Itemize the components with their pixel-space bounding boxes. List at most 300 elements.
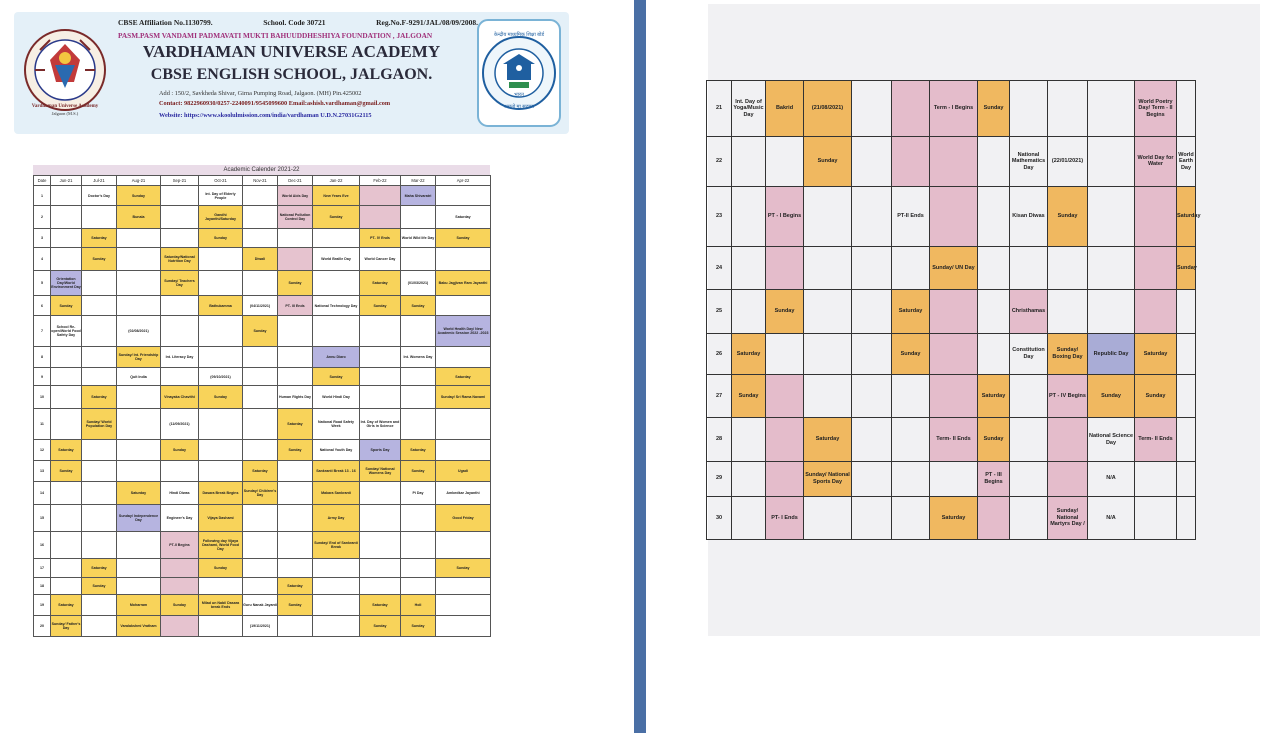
event-cell	[117, 248, 161, 271]
event-cell	[360, 505, 401, 532]
calendar-row	[34, 296, 491, 316]
date-cell: 19	[34, 595, 51, 616]
event-cell: Int. Day of Women and Girls in Science	[360, 409, 401, 440]
date-cell: 28	[707, 418, 732, 461]
event-cell	[82, 482, 117, 505]
event-cell: Sunday/ Children's Day	[243, 482, 278, 505]
event-cell	[278, 461, 313, 482]
date-cell: 17	[34, 559, 51, 578]
event-cell	[199, 616, 243, 637]
event-cell: Sunday/ Boxing Day	[1048, 333, 1088, 374]
event-cell	[978, 137, 1010, 187]
event-cell	[278, 347, 313, 368]
event-cell	[852, 81, 892, 137]
event-cell	[313, 595, 360, 616]
event-cell: Christhamas	[1010, 290, 1048, 333]
event-cell	[313, 616, 360, 637]
date-cell: 8	[34, 347, 51, 368]
event-cell	[436, 532, 491, 559]
event-cell: Maha Shivaratri	[401, 186, 436, 206]
event-cell	[732, 461, 766, 496]
event-cell	[243, 505, 278, 532]
event-cell	[51, 578, 82, 595]
event-cell: Sunday	[278, 271, 313, 296]
event-cell	[360, 386, 401, 409]
calendar-header-row	[34, 176, 491, 186]
calendar-row	[34, 186, 491, 206]
event-cell	[892, 496, 930, 539]
event-cell	[161, 616, 199, 637]
event-cell: World Hindi Day	[313, 386, 360, 409]
event-cell	[804, 247, 852, 290]
affiliation-number: CBSE Affiliation No.1130799.	[118, 18, 213, 27]
event-cell: Vijaya Dashami	[199, 505, 243, 532]
event-cell	[117, 532, 161, 559]
event-cell	[978, 247, 1010, 290]
calendar-row	[34, 368, 491, 386]
event-cell: (19/11/2021)	[243, 616, 278, 637]
continuation-row	[707, 137, 1196, 187]
event-cell	[199, 409, 243, 440]
event-cell: Sunday/ UN Day	[930, 247, 978, 290]
continuation-row	[707, 186, 1196, 246]
date-cell: 27	[707, 374, 732, 417]
event-cell	[82, 505, 117, 532]
event-cell	[1135, 186, 1177, 246]
event-cell	[51, 505, 82, 532]
event-cell	[360, 482, 401, 505]
event-cell	[401, 248, 436, 271]
event-cell	[199, 440, 243, 461]
event-cell	[1135, 247, 1177, 290]
event-cell	[436, 595, 491, 616]
event-cell	[51, 386, 82, 409]
event-cell: (02/08/2021)	[117, 316, 161, 347]
event-cell	[436, 409, 491, 440]
event-cell	[360, 186, 401, 206]
column-header-feb-22: Feb-22	[360, 176, 401, 186]
event-cell	[436, 578, 491, 595]
event-cell: Sunday	[978, 81, 1010, 137]
event-cell: Sunday	[51, 296, 82, 316]
continuation-row	[707, 81, 1196, 137]
calendar-row	[34, 595, 491, 616]
event-cell: Sunday	[199, 229, 243, 248]
event-cell	[161, 186, 199, 206]
event-cell	[978, 186, 1010, 246]
event-cell	[243, 386, 278, 409]
event-cell: Orientation Day/World Environment Day	[51, 271, 82, 296]
event-cell: Sunday	[436, 559, 491, 578]
event-cell	[732, 186, 766, 246]
event-cell: Bunala	[117, 206, 161, 229]
page-divider	[634, 0, 646, 733]
date-cell: 1	[34, 186, 51, 206]
event-cell: Saturday	[278, 409, 313, 440]
continuation-row	[707, 333, 1196, 374]
event-cell	[930, 186, 978, 246]
event-cell	[82, 461, 117, 482]
continuation-row	[707, 290, 1196, 333]
event-cell: Saturday	[51, 440, 82, 461]
event-cell: PT - III Begins	[978, 461, 1010, 496]
date-cell: 18	[34, 578, 51, 595]
event-cell: PT-II Begins	[161, 532, 199, 559]
event-cell: Sunday/ Int. Friendship Day	[117, 347, 161, 368]
event-cell	[51, 409, 82, 440]
event-cell	[852, 418, 892, 461]
event-cell	[1135, 461, 1177, 496]
event-cell: Diwali	[243, 248, 278, 271]
event-cell	[243, 409, 278, 440]
event-cell: Ambedkar Jayanthi	[436, 482, 491, 505]
event-cell	[1177, 81, 1196, 137]
school-letterhead	[14, 12, 569, 134]
calendar-row	[34, 482, 491, 505]
event-cell	[804, 374, 852, 417]
event-cell	[161, 368, 199, 386]
event-cell: Sunday	[82, 248, 117, 271]
event-cell: Annu Diaro	[313, 347, 360, 368]
event-cell	[1135, 290, 1177, 333]
event-cell	[82, 368, 117, 386]
event-cell: Bakrid	[766, 81, 804, 137]
event-cell	[804, 496, 852, 539]
event-cell: Doctor's Day	[82, 186, 117, 206]
event-cell	[852, 333, 892, 374]
event-cell	[360, 578, 401, 595]
event-cell	[243, 578, 278, 595]
event-cell: Sunday	[117, 186, 161, 206]
continuation-row	[707, 461, 1196, 496]
calendar-row	[34, 616, 491, 637]
foundation-name: PASM.PASM VANDAMI PADMAVATI MUKTI BAHUUDDHESHIYA FOUNDATION , JALGOAN	[118, 31, 433, 40]
event-cell	[199, 461, 243, 482]
event-cell: Sunday	[401, 296, 436, 316]
date-cell: 2	[34, 206, 51, 229]
event-cell	[766, 418, 804, 461]
cbse-logo-motto: असतो मा सद्गमय	[503, 104, 535, 110]
academic-calendar	[33, 165, 490, 688]
event-cell	[401, 206, 436, 229]
event-cell	[199, 578, 243, 595]
event-cell: Saturday	[1177, 186, 1196, 246]
school-contact: Contact: 9822960930/0257-2240091/9545099600 Email:ashish.vardhaman@gmail.com	[159, 100, 391, 107]
event-cell: Sunday/ Father's Day	[51, 616, 82, 637]
event-cell: Saturday	[278, 578, 313, 595]
registration-number: Reg.No.F-9291/JAL/08/09/2008.	[376, 18, 478, 27]
event-cell	[243, 229, 278, 248]
event-cell: World Braille Day	[313, 248, 360, 271]
left-scan-page	[0, 0, 634, 733]
event-cell: Human Rights Day	[278, 386, 313, 409]
event-cell	[243, 186, 278, 206]
event-cell: (21/08/2021)	[804, 81, 852, 137]
date-cell: 12	[34, 440, 51, 461]
event-cell	[243, 368, 278, 386]
event-cell: Sunday	[892, 333, 930, 374]
event-cell	[82, 440, 117, 461]
event-cell	[401, 505, 436, 532]
date-cell: 4	[34, 248, 51, 271]
event-cell	[82, 206, 117, 229]
event-cell: World Wild life Day	[401, 229, 436, 248]
event-cell	[436, 347, 491, 368]
event-cell	[766, 374, 804, 417]
event-cell	[766, 137, 804, 187]
event-cell	[199, 347, 243, 368]
calendar-row	[34, 578, 491, 595]
event-cell	[1088, 247, 1135, 290]
continuation-row	[707, 418, 1196, 461]
event-cell	[117, 386, 161, 409]
event-cell	[436, 186, 491, 206]
event-cell	[313, 559, 360, 578]
event-cell: National Youth Day	[313, 440, 360, 461]
event-cell	[51, 206, 82, 229]
event-cell: Sunday	[51, 461, 82, 482]
event-cell	[852, 461, 892, 496]
event-cell: Saturday	[117, 482, 161, 505]
event-cell: Quit India	[117, 368, 161, 386]
event-cell	[892, 247, 930, 290]
event-cell: N/A	[1088, 461, 1135, 496]
event-cell: PT-II Ends	[892, 186, 930, 246]
event-cell	[278, 505, 313, 532]
event-cell: Saturday	[732, 333, 766, 374]
calendar-row	[34, 440, 491, 461]
event-cell	[278, 316, 313, 347]
event-cell	[161, 559, 199, 578]
event-cell	[804, 333, 852, 374]
event-cell	[930, 461, 978, 496]
event-cell: New Years Eve	[313, 186, 360, 206]
event-cell	[82, 616, 117, 637]
event-cell: Moharram	[117, 595, 161, 616]
event-cell	[360, 206, 401, 229]
event-cell: Sunday	[278, 595, 313, 616]
calendar-row	[34, 347, 491, 368]
event-cell: Sunday/ World Population Day	[82, 409, 117, 440]
event-cell	[82, 347, 117, 368]
school-title: VARDHAMAN UNIVERSE ACADEMY	[142, 42, 441, 61]
column-header-date: Date	[34, 176, 51, 186]
event-cell: Saturday	[82, 229, 117, 248]
event-cell	[278, 532, 313, 559]
event-cell	[243, 271, 278, 296]
event-cell: World Health Day/ New Academic Session 2022 -2023	[436, 316, 491, 347]
event-cell: Gandhi Jayanthi/Saturday	[199, 206, 243, 229]
event-cell	[930, 374, 978, 417]
event-cell	[852, 374, 892, 417]
event-cell: (22/01/2021)	[1048, 137, 1088, 187]
column-header-aug-21: Aug-21	[117, 176, 161, 186]
event-cell	[401, 559, 436, 578]
column-header-nov-21: Nov-21	[243, 176, 278, 186]
event-cell: Sunday	[278, 440, 313, 461]
school-subtitle: CBSE ENGLISH SCHOOL, JALGAON.	[150, 66, 433, 83]
event-cell: PT - I Begins	[766, 186, 804, 246]
event-cell	[1177, 290, 1196, 333]
event-cell	[82, 271, 117, 296]
event-cell	[1048, 247, 1088, 290]
event-cell: Republic Day	[1088, 333, 1135, 374]
event-cell: Saturday	[401, 440, 436, 461]
event-cell: Sunday	[313, 206, 360, 229]
event-cell	[117, 578, 161, 595]
event-cell	[1010, 418, 1048, 461]
calendar-table	[33, 175, 491, 637]
date-cell: 30	[707, 496, 732, 539]
event-cell: Sports Day	[360, 440, 401, 461]
event-cell: N/A	[1088, 496, 1135, 539]
event-cell: PT- IV Ends	[360, 229, 401, 248]
event-cell	[978, 290, 1010, 333]
event-cell: Sunday/ Independence Day	[117, 505, 161, 532]
date-cell: 16	[34, 532, 51, 559]
event-cell	[117, 440, 161, 461]
event-cell: Varalakshmi Vratham	[117, 616, 161, 637]
event-cell: Saturday/National Nutrition Day	[161, 248, 199, 271]
event-cell: Saturday	[1135, 333, 1177, 374]
event-cell	[804, 290, 852, 333]
event-cell	[978, 496, 1010, 539]
event-cell	[1177, 374, 1196, 417]
date-cell: 3	[34, 229, 51, 248]
event-cell: Sunday	[1048, 186, 1088, 246]
event-cell	[732, 247, 766, 290]
event-cell: Saturday	[82, 559, 117, 578]
event-cell: Sunday	[82, 578, 117, 595]
event-cell: Term- II Ends	[1135, 418, 1177, 461]
date-cell: 5	[34, 271, 51, 296]
date-cell: 9	[34, 368, 51, 386]
event-cell: Sunday	[401, 616, 436, 637]
left-logo-place: Jalgaon (M.S.)	[51, 111, 79, 116]
event-cell: Saturday	[436, 206, 491, 229]
event-cell	[243, 440, 278, 461]
event-cell	[1010, 461, 1048, 496]
date-cell: 6	[34, 296, 51, 316]
event-cell: National Technology Day	[313, 296, 360, 316]
event-cell	[852, 496, 892, 539]
event-cell: Sunday	[978, 418, 1010, 461]
event-cell: Milad un Nabi/ Dasara break Ends	[199, 595, 243, 616]
event-cell: Sunday/ National Martyrs Day /	[1048, 496, 1088, 539]
calendar-row	[34, 316, 491, 347]
event-cell: Sunday	[199, 386, 243, 409]
event-cell	[852, 290, 892, 333]
event-cell	[243, 532, 278, 559]
continuation-table	[706, 80, 1201, 540]
event-cell	[313, 578, 360, 595]
event-cell: Sunday	[1088, 374, 1135, 417]
event-cell: (11/09/2021)	[161, 409, 199, 440]
event-cell: National Pollution Control Day	[278, 206, 313, 229]
event-cell	[51, 229, 82, 248]
event-cell: Ugadi	[436, 461, 491, 482]
event-cell: Sunday	[360, 296, 401, 316]
event-cell	[117, 271, 161, 296]
event-cell: Sunday/ End of Sankranti Break	[313, 532, 360, 559]
event-cell: Term- II Ends	[930, 418, 978, 461]
event-cell	[161, 229, 199, 248]
event-cell	[436, 296, 491, 316]
event-cell: National Science Day	[1088, 418, 1135, 461]
event-cell	[732, 137, 766, 187]
date-cell: 20	[34, 616, 51, 637]
event-cell	[278, 616, 313, 637]
calendar-row	[34, 229, 491, 248]
event-cell: Saturday	[82, 386, 117, 409]
event-cell	[117, 409, 161, 440]
date-cell: 15	[34, 505, 51, 532]
event-cell: Sunday	[766, 290, 804, 333]
event-cell: PT- I Ends	[766, 496, 804, 539]
event-cell	[278, 559, 313, 578]
event-cell	[278, 229, 313, 248]
event-cell	[360, 368, 401, 386]
event-cell	[51, 482, 82, 505]
event-cell	[1177, 418, 1196, 461]
event-cell: Bathukamma	[199, 296, 243, 316]
event-cell: Sankranti Break 13 - 16	[313, 461, 360, 482]
event-cell: Constitution Day	[1010, 333, 1048, 374]
event-cell: Sunday/ Teachers Day	[161, 271, 199, 296]
event-cell	[1010, 374, 1048, 417]
event-cell: Army Day	[313, 505, 360, 532]
column-header-jul-21: Jul-21	[82, 176, 117, 186]
event-cell: Saturday	[804, 418, 852, 461]
continuation-row	[707, 374, 1196, 417]
cbse-logo-mid-text: भारत	[514, 92, 524, 98]
event-cell	[199, 316, 243, 347]
event-cell	[892, 137, 930, 187]
event-cell	[892, 374, 930, 417]
event-cell: Saturday	[892, 290, 930, 333]
event-cell	[401, 368, 436, 386]
event-cell	[732, 418, 766, 461]
date-cell: 11	[34, 409, 51, 440]
calendar-row	[34, 409, 491, 440]
calendar-row	[34, 206, 491, 229]
event-cell	[892, 418, 930, 461]
event-cell	[401, 578, 436, 595]
event-cell	[1048, 81, 1088, 137]
event-cell	[278, 248, 313, 271]
event-cell	[51, 186, 82, 206]
event-cell	[360, 532, 401, 559]
event-cell	[360, 316, 401, 347]
event-cell	[82, 316, 117, 347]
event-cell	[51, 248, 82, 271]
column-header-jun-21: Jun-21	[51, 176, 82, 186]
event-cell	[51, 532, 82, 559]
date-cell: 24	[707, 247, 732, 290]
event-cell	[804, 186, 852, 246]
event-cell	[161, 206, 199, 229]
event-cell	[161, 296, 199, 316]
date-cell: 23	[707, 186, 732, 246]
event-cell: Good Friday	[436, 505, 491, 532]
event-cell	[199, 248, 243, 271]
event-cell	[1010, 496, 1048, 539]
event-cell: Sunday/ National Womens Day	[360, 461, 401, 482]
calendar-row	[34, 505, 491, 532]
event-cell	[117, 461, 161, 482]
left-logo-caption: Vardhaman Universe Academy	[31, 104, 99, 109]
event-cell: Vinayaka Chavithi	[161, 386, 199, 409]
